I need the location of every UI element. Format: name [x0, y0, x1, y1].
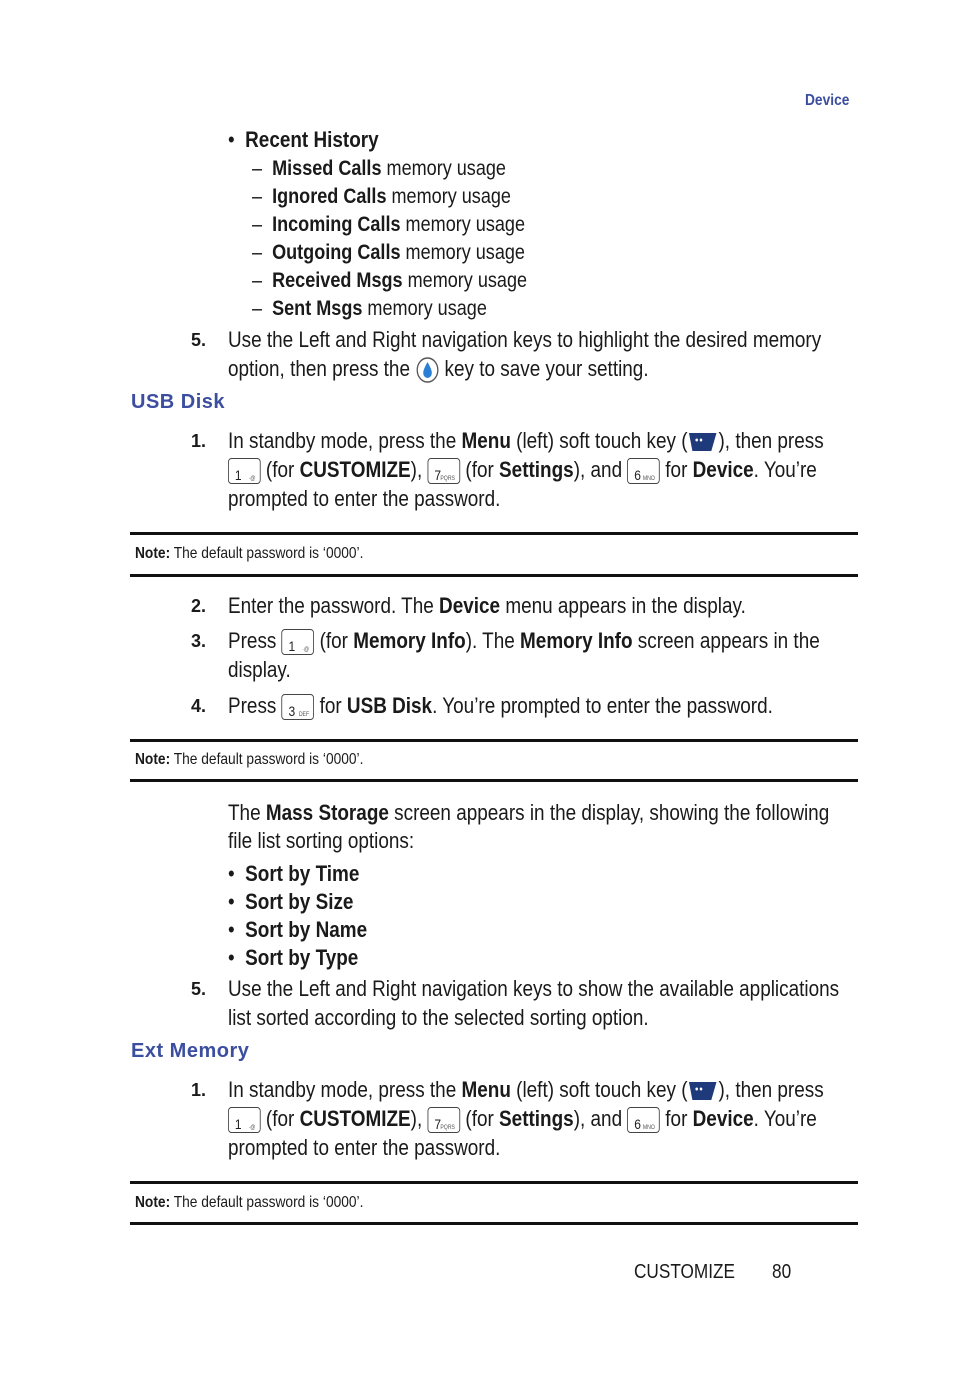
note: Note: The default password is ‘0000’. [135, 545, 364, 562]
step-text: 1 ·@ (for CUSTOMIZE), 7 PQRS (for Settings), and 6 MNO for Device. You’re [228, 1104, 913, 1133]
paragraph: file list sorting options: [228, 828, 415, 853]
step-text: In standby mode, press the Menu (left) soft touch key ( ), then press [228, 428, 824, 453]
step-number: 5. [191, 330, 207, 350]
step-text: display. [228, 657, 291, 682]
step-text: Use the Left and Right navigation keys to highlight the desired memory [228, 327, 822, 352]
section-heading-usb-disk: USB Disk [131, 391, 226, 413]
step-number: 3. [191, 631, 207, 651]
key-7-icon: 7 PQRS [427, 458, 460, 484]
sublist-item: – Outgoing Calls memory usage [252, 241, 525, 264]
key-3-icon: 3 DEF [282, 694, 315, 720]
paragraph: The Mass Storage screen appears in the display, showing the following [228, 800, 830, 825]
step-text: Use the Left and Right navigation keys to show the available applications [228, 976, 840, 1001]
note-rule-bottom [130, 574, 858, 577]
step-number: 5. [191, 979, 207, 999]
key-1-icon: 1 ·@ [282, 629, 315, 655]
section-heading-ext-memory: Ext Memory [131, 1040, 250, 1062]
sublist-item: – Ignored Calls memory usage [252, 185, 511, 208]
note-rule-top [130, 532, 858, 535]
note: Note: The default password is ‘0000’. [135, 751, 364, 768]
note-rule-top [130, 1181, 858, 1184]
step-text: In standby mode, press the Menu (left) soft touch key ( ), then press [228, 1077, 824, 1102]
sublist-item: – Received Msgs memory usage [252, 269, 528, 292]
sublist-item: – Incoming Calls memory usage [252, 213, 526, 236]
step-text: Press 1 ·@ (for Memory Info). The Memory Info screen appears in the [228, 628, 820, 655]
step-text: list sorted according to the selected sorting option. [228, 1005, 649, 1030]
key-1-icon: 1 ·@ [228, 1107, 261, 1133]
step-number: 2. [191, 596, 207, 616]
key-6-icon: 6 MNO [627, 458, 660, 484]
step-text: option, then press the key to save your setting. [228, 354, 717, 384]
step-number: 1. [191, 431, 207, 451]
step-text: Enter the password. The Device menu appears in the display. [228, 593, 746, 618]
note: Note: The default password is ‘0000’. [135, 1194, 364, 1211]
key-6-icon: 6 MNO [627, 1107, 660, 1133]
left-soft-key-icon [688, 431, 719, 453]
list-item: • Sort by Name [228, 917, 368, 942]
step-text: prompted to enter the password. [228, 1135, 501, 1160]
running-header: Device [805, 92, 850, 109]
step-text: prompted to enter the password. [228, 486, 501, 511]
sublist-item: – Missed Calls memory usage [252, 157, 506, 180]
sublist-item: – Sent Msgs memory usage [252, 297, 487, 320]
step-number: 1. [191, 1080, 207, 1100]
list-item: • Sort by Type [228, 945, 359, 970]
note-rule-bottom [130, 779, 858, 782]
step-number: 4. [191, 696, 207, 716]
list-item: • Sort by Time [228, 861, 360, 886]
left-soft-key-icon [688, 1080, 719, 1102]
key-1-icon: 1 ·@ [228, 458, 261, 484]
key-7-icon: 7 PQRS [427, 1107, 460, 1133]
footer-chapter: CUSTOMIZE [634, 1261, 735, 1283]
step-text: Press 3 DEF for USB Disk. You’re prompted to enter the password. [228, 693, 773, 720]
list-item: • Sort by Size [228, 889, 354, 914]
ok-key-icon [415, 356, 439, 384]
step-text: 1 ·@ (for CUSTOMIZE), 7 PQRS (for Settings), and 6 MNO for Device. You’re [228, 455, 913, 484]
recent-history-item: • Recent History [228, 127, 379, 152]
note-rule-top [130, 739, 858, 742]
page-number: 80 [772, 1261, 792, 1283]
note-rule-bottom [130, 1222, 858, 1225]
